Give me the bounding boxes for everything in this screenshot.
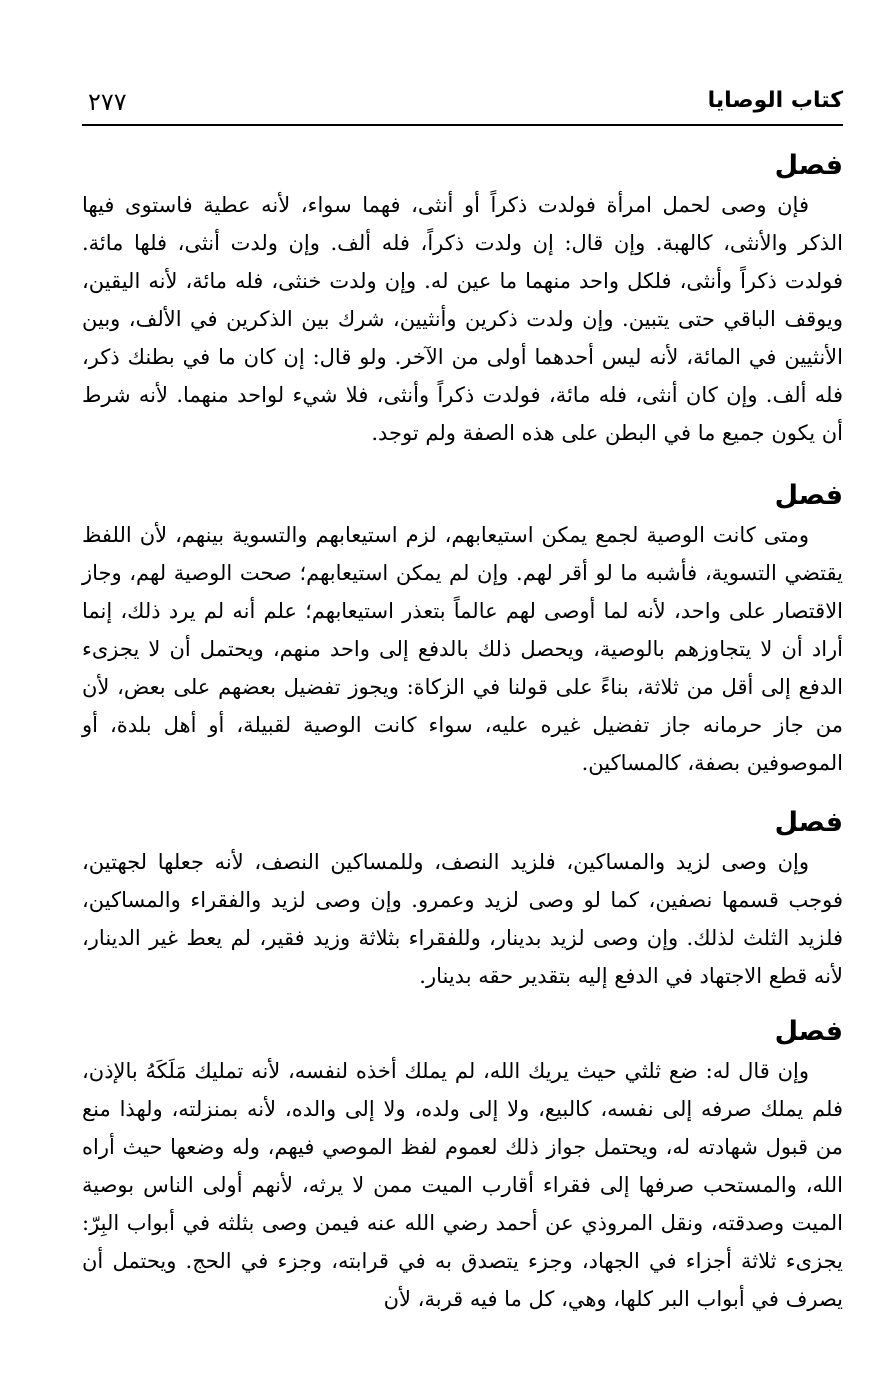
section-3 [82, 803, 843, 995]
section-paragraph: وإن قال له: ضع ثلثي حيث يريك الله، لم يملك أخذه لنفسه، لأنه تمليك مَلَكَهُ بالإذن، فلم يملك صرفه إلى نفسه، كالبيع، ولا إلى ولده، ولا إلى والده، لأنه بمنزلته، ولهذا منع من قبول شهادته له، ويحتمل جواز ذلك لعموم لفظ الموصي فيهم، وله وضعها حيث أراه الله، والمستحب صرفها إلى فقراء أقارب الميت ممن لا يرثه، لأنهم أولى الناس بوصية الميت وصدقته، ونقل المروذي عن أحمد رضي الله عنه فيمن وصى بثلثه في أبواب البِرّ: يجزىء ثلاثة أجزاء في الجهاد، وجزء يتصدق به في قرابته، وجزء في الحج. ويحتمل أن يصرف في أبواب البر كلها، وهي، كل ما فيه قربة، لأن [82, 1059, 843, 1311]
section-4 [82, 1012, 843, 1318]
header-rule [82, 124, 843, 126]
running-header [82, 88, 843, 124]
section-2 [82, 476, 843, 782]
section-heading: فصل [774, 480, 843, 511]
section-paragraph: ومتى كانت الوصية لجمع يمكن استيعابهم، لزم استيعابهم والتسوية بينهم، لأن اللفظ يقتضي التسوية، فأشبه ما لو أقر لهم. وإن لم يمكن استيعابهم؛ صحت الوصية لهم، وجاز الاقتصار على واحد، لأنه لما أوصى لهم عالماً بتعذر استيعابهم؛ علم أنه لم يرد ذلك، إنما أراد أن لا يتجاوزهم بالوصية، ويحصل ذلك بالدفع إلى واحد منهم، ويحتمل أن لا يجزىء الدفع إلى أقل من ثلاثة، بناءً على قولنا في الزكاة: ويجوز تفضيل بعضهم على بعض، لأن من جاز حرمانه جاز تفضيل غيره عليه، سواء كانت الوصية لقبيلة، أو أهل بلدة، أو الموصوفين بصفة، كالمساكين. [82, 523, 843, 775]
section-1 [82, 146, 843, 452]
page-number: ٢٧٧ [88, 88, 127, 116]
section-heading: فصل [774, 150, 843, 181]
book-title: كتاب الوصايا [707, 88, 843, 113]
section-paragraph: وإن وصى لزيد والمساكين، فلزيد النصف، وللمساكين النصف، لأنه جعلها لجهتين، فوجب قسمها نصفين، كما لو وصى لزيد وعمرو. وإن وصى لزيد والفقراء والمساكين، فلزيد الثلث لذلك. وإن وصى لزيد بدينار، وللفقراء بثلاثة وزيد فقير، لم يعط غير الدينار، لأنه قطع الاجتهاد في الدفع إليه بتقدير حقه بدينار. [82, 850, 843, 988]
section-paragraph: فإن وصى لحمل امرأة فولدت ذكراً أو أنثى، فهما سواء، لأنه عطية فاستوى فيها الذكر والأنثى، كالهبة. وإن قال: إن ولدت ذكراً، فله ألف. وإن ولدت أنثى، فلها مائة. فولدت ذكراً وأنثى، فلكل واحد منهما ما عين له. وإن ولدت خنثى، فله مائة، لأنه اليقين، ويوقف الباقي حتى يتبين. وإن ولدت ذكرين وأنثيين، شرك بين الذكرين في الألف، وبين الأنثيين في المائة، لأنه ليس أحدهما أولى من الآخر. ولو قال: إن كان ما في بطنك ذكر، فله ألف. وإن كان أنثى، فله مائة، فولدت ذكراً وأنثى، فلا شيء لواحد منهما. لأنه شرط أن يكون جميع ما في البطن على هذه الصفة ولم توجد. [82, 193, 843, 445]
section-heading: فصل [774, 1016, 843, 1047]
section-heading: فصل [774, 807, 843, 838]
